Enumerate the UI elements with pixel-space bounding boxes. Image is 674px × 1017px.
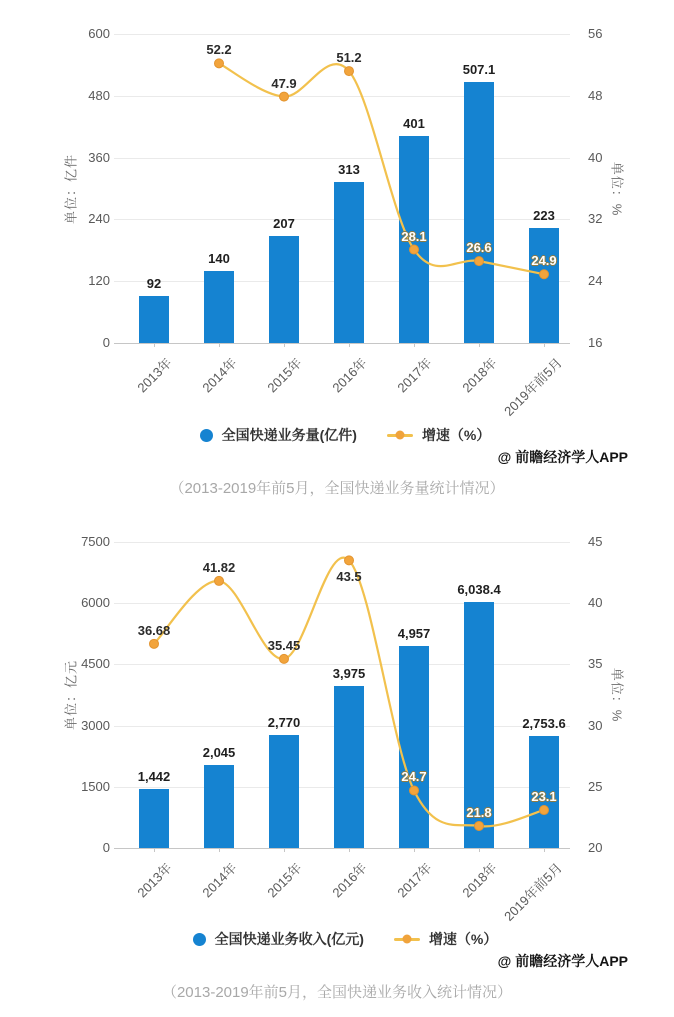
x-tick-label: 2017年 [394, 355, 435, 396]
right-axis-tick-label: 48 [588, 87, 603, 103]
bar-value-label: 401 [403, 116, 425, 132]
line-value-label: 35.45 [267, 637, 301, 653]
right-axis-tick-label: 45 [588, 534, 603, 549]
line-series-legend-icon [394, 938, 420, 941]
x-tick [349, 343, 350, 347]
line-series-legend-dot [402, 935, 411, 944]
bar-value-label: 507.1 [462, 61, 496, 77]
x-tick [349, 848, 350, 852]
bar-2013 [139, 789, 169, 848]
line-value-label: 24.9 [531, 253, 557, 269]
left-axis-tick-label: 600 [88, 26, 110, 41]
legend-label-bar: 全国快递业务收入(亿元) [214, 931, 364, 947]
x-tick [284, 343, 285, 347]
legend-label-line: 增速（%） [421, 427, 491, 443]
right-axis-tick-label: 40 [588, 595, 603, 611]
watermark: @ 前瞻经济学人APP [497, 449, 628, 465]
x-tick-label: 2015年 [264, 860, 305, 901]
right-axis-tick-label: 20 [588, 840, 603, 855]
x-tick-label: 2014年 [199, 860, 240, 901]
line-value-label: 52.2 [206, 42, 232, 58]
legend-item-bar [200, 425, 357, 445]
gridline [114, 158, 570, 159]
left-axis-tick-label: 480 [88, 87, 110, 103]
watermark: @ 前瞻经济学人APP [497, 953, 628, 969]
x-tick-label: 2013年 [134, 860, 175, 901]
bar-value-label: 2,045 [202, 744, 236, 760]
line-value-label: 24.7 [401, 769, 427, 785]
x-tick-label: 2013年 [134, 355, 175, 396]
x-tick [479, 848, 480, 852]
x-tick [154, 848, 155, 852]
x-tick [544, 343, 545, 347]
bar-2016 [334, 182, 364, 343]
x-axis-line [114, 343, 570, 344]
x-tick-label: 2014年 [199, 355, 240, 396]
bar-value-label: 2,753.6 [522, 715, 566, 731]
left-axis-title: 单位：亿元 [63, 659, 79, 731]
bar-value-label: 3,975 [332, 665, 366, 681]
legend-label-line: 增速（%） [428, 931, 498, 947]
legend-item-line [387, 425, 490, 445]
line-value-label: 43.5 [336, 569, 362, 585]
line-value-label: 28.1 [401, 228, 427, 244]
line-value-label: 21.8 [466, 804, 492, 820]
x-tick [154, 343, 155, 347]
chart-caption: （2013-2019年前5月，全国快递业务量统计情况） [169, 480, 505, 497]
line-marker [150, 639, 159, 648]
right-axis-title: 单位：% [609, 667, 625, 723]
line-marker [215, 576, 224, 585]
line-value-label: 26.6 [466, 240, 492, 256]
line-marker [280, 654, 289, 663]
legend-label-bar: 全国快递业务量(亿件) [221, 427, 357, 443]
line-value-label: 41.82 [202, 559, 236, 575]
bar-2017 [399, 646, 429, 848]
bar-value-label: 4,957 [397, 625, 431, 641]
bar-2018 [464, 82, 494, 343]
bar-value-label: 1,442 [137, 769, 171, 785]
left-axis-tick-label: 240 [88, 211, 110, 227]
line-value-label: 36.68 [137, 622, 171, 638]
left-axis-tick-label: 6000 [81, 595, 110, 611]
left-axis-tick-label: 0 [102, 840, 110, 855]
x-tick-label: 2019年前5月 [500, 355, 565, 419]
left-axis-title: 单位：亿件 [63, 153, 79, 225]
line-marker [345, 67, 354, 76]
bar-value-label: 223 [533, 208, 555, 224]
x-tick [219, 343, 220, 347]
bar-value-label: 2,770 [267, 714, 301, 730]
bar-value-label: 6,038.4 [457, 581, 501, 597]
bar-2014 [204, 271, 234, 343]
line-value-label: 51.2 [336, 50, 362, 66]
x-tick [414, 343, 415, 347]
right-axis-tick-label: 30 [588, 717, 603, 733]
x-tick-label: 2016年 [329, 355, 370, 396]
x-tick [284, 848, 285, 852]
left-axis-tick-label: 120 [88, 273, 110, 289]
left-axis-tick-label: 4500 [81, 656, 110, 672]
right-axis-tick-label: 40 [588, 149, 603, 165]
x-tick [479, 343, 480, 347]
chart-caption: （2013-2019年前5月，全国快递业务收入统计情况） [161, 984, 513, 1001]
right-axis-title: 单位：% [609, 161, 625, 217]
line-series-legend-icon [387, 434, 413, 437]
line-marker [345, 556, 354, 565]
bar-2014 [204, 765, 234, 848]
x-tick-label: 2015年 [264, 355, 305, 396]
legend-item-bar [193, 929, 364, 949]
x-tick-label: 2017年 [394, 860, 435, 901]
bar-2015 [269, 735, 299, 848]
x-tick [414, 848, 415, 852]
bar-2019 [529, 228, 559, 343]
bar-2015 [269, 236, 299, 343]
bar-value-label: 207 [273, 216, 295, 232]
right-axis-tick-label: 56 [588, 26, 603, 41]
left-axis-tick-label: 1500 [81, 778, 110, 794]
right-axis-tick-label: 32 [588, 211, 603, 227]
x-tick [544, 848, 545, 852]
bar-series-legend-icon [200, 429, 213, 442]
legend-item-line [394, 929, 497, 949]
left-axis-tick-label: 3000 [81, 717, 110, 733]
gridline [114, 603, 570, 604]
gridline [114, 34, 570, 35]
left-axis-tick-label: 7500 [81, 534, 110, 549]
bar-2013 [139, 296, 169, 343]
right-axis-tick-label: 24 [588, 273, 603, 289]
bar-series-legend-icon [193, 933, 206, 946]
line-value-label: 47.9 [271, 75, 297, 91]
x-tick-label: 2016年 [329, 860, 370, 901]
bar-2016 [334, 686, 364, 848]
gridline [114, 96, 570, 97]
gridline [114, 542, 570, 543]
x-tick-label: 2019年前5月 [500, 860, 565, 924]
x-tick [219, 848, 220, 852]
left-axis-tick-label: 360 [88, 149, 110, 165]
line-series-legend-dot [395, 431, 404, 440]
right-axis-tick-label: 25 [588, 778, 603, 794]
line-marker [215, 59, 224, 68]
bar-value-label: 92 [146, 275, 162, 291]
legend [0, 425, 674, 445]
x-tick-label: 2018年 [459, 860, 500, 901]
x-axis-line [114, 848, 570, 849]
left-axis-tick-label: 0 [102, 335, 110, 350]
right-axis-tick-label: 35 [588, 656, 603, 672]
right-axis-tick-label: 16 [588, 335, 603, 350]
bar-value-label: 313 [338, 161, 360, 177]
x-tick-label: 2018年 [459, 355, 500, 396]
line-value-label: 23.1 [531, 789, 557, 805]
bar-value-label: 140 [208, 250, 230, 266]
legend [0, 929, 674, 949]
